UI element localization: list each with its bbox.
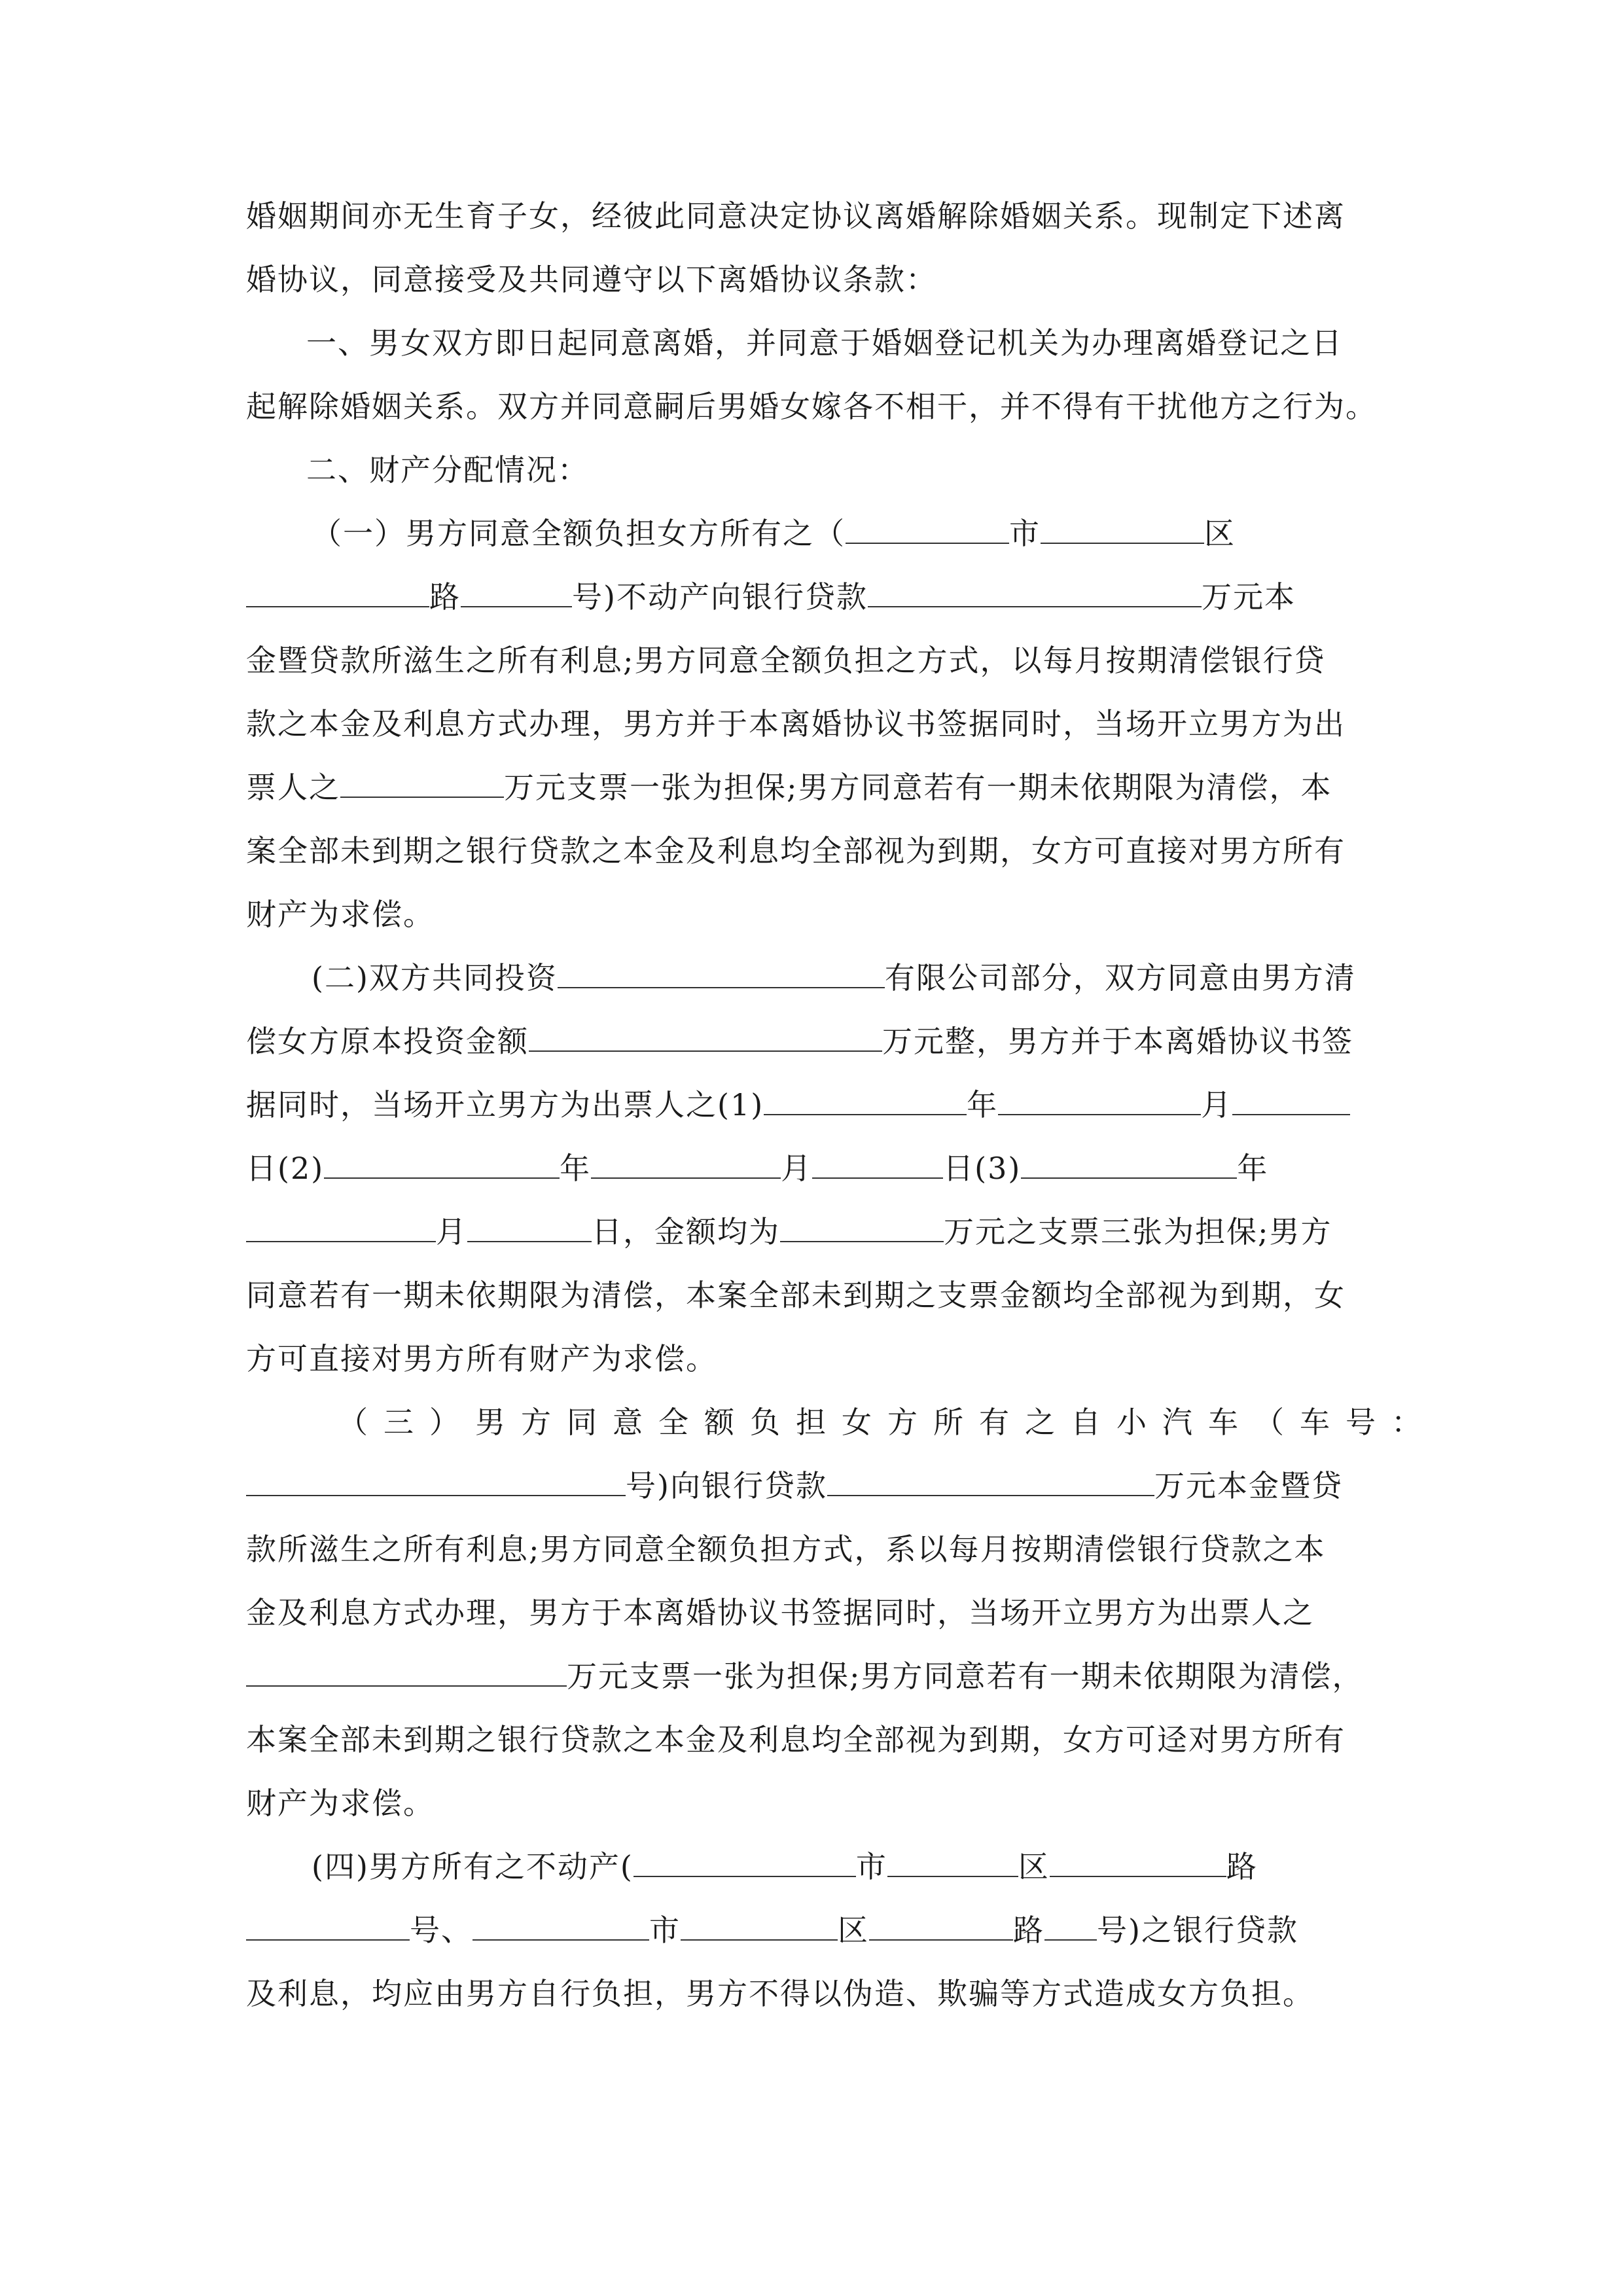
text-segment: 有限公司部分，双方同意由男方清 xyxy=(884,960,1356,996)
text-segment: 月 xyxy=(1201,1087,1233,1122)
text-segment: 票人之 xyxy=(246,770,340,805)
text-line: 婚协议，同意接受及共同遵守以下离婚协议条款： xyxy=(246,262,937,297)
text-line: 金暨贷款所滋生之所有利息;男方同意全额负担之方式，以每月按期清偿银行贷 xyxy=(246,643,1326,678)
blank-field[interactable] xyxy=(681,1910,838,1941)
blank-field[interactable] xyxy=(246,577,429,607)
form-line xyxy=(246,1657,1378,1696)
text-segment: 万元整，男方并于本离婚协议书签 xyxy=(882,1024,1353,1059)
blank-field[interactable] xyxy=(246,1212,436,1242)
blank-field[interactable] xyxy=(780,1212,944,1242)
text-segment: 日(2) xyxy=(246,1151,325,1186)
form-line xyxy=(246,1910,1378,1950)
text-segment: 月 xyxy=(436,1214,467,1249)
blank-field[interactable] xyxy=(764,1085,967,1115)
blank-field[interactable] xyxy=(846,514,1009,544)
text-segment: 万元本金暨贷 xyxy=(1154,1468,1343,1503)
text-line: 财产为求偿。 xyxy=(246,897,435,932)
text-line: 本案全部未到期之银行贷款之本金及利息均全部视为到期，女方可迳对男方所有 xyxy=(246,1722,1346,1757)
text-segment: 据同时，当场开立男方为出票人之(1) xyxy=(246,1087,764,1122)
blank-field[interactable] xyxy=(246,1657,567,1687)
text-segment: 偿女方原本投资金额 xyxy=(246,1024,529,1059)
text-segment: 号)之银行贷款 xyxy=(1097,1912,1298,1948)
blank-field[interactable] xyxy=(246,1466,626,1496)
text-segment: 区 xyxy=(1204,516,1236,551)
blank-field[interactable] xyxy=(998,1085,1201,1115)
form-line xyxy=(312,514,1378,553)
text-segment: 万元之支票三张为担保;男方 xyxy=(944,1214,1332,1249)
blank-field[interactable] xyxy=(633,1847,856,1877)
form-line xyxy=(246,1022,1378,1061)
text-segment: 万元支票一张为担保;男方同意若有一期未依期限为清偿， xyxy=(567,1659,1364,1694)
text-line: 同意若有一期未依期限为清偿，本案全部未到期之支票金额均全部视为到期，女 xyxy=(246,1278,1346,1313)
text-segment: 区 xyxy=(838,1912,869,1948)
form-line xyxy=(246,1085,1378,1124)
text-line: （三）男方同意全额负担女方所有之自小汽车（车号： xyxy=(338,1405,1437,1440)
blank-field[interactable] xyxy=(473,1910,649,1941)
form-line xyxy=(312,958,1378,997)
text-line: 财产为求偿。 xyxy=(246,1785,435,1821)
text-segment: 号)不动产向银行贷款 xyxy=(572,579,868,615)
blank-field[interactable] xyxy=(246,1910,410,1941)
blank-field[interactable] xyxy=(868,577,1202,607)
text-line: 案全部未到期之银行贷款之本金及利息均全部视为到期，女方可直接对男方所有 xyxy=(246,833,1346,869)
text-segment: 年 xyxy=(1237,1151,1269,1186)
blank-field[interactable] xyxy=(461,577,572,607)
text-segment: 区 xyxy=(1018,1849,1050,1884)
text-line: 起解除婚姻关系。双方并同意嗣后男婚女嫁各不相干，并不得有干扰他方之行为。 xyxy=(246,389,1377,424)
blank-field[interactable] xyxy=(869,1910,1013,1941)
text-segment: 号)向银行贷款 xyxy=(626,1468,827,1503)
text-line: 款之本金及利息方式办理，男方并于本离婚协议书签据同时，当场开立男方为出 xyxy=(246,706,1346,742)
blank-field[interactable] xyxy=(1041,514,1204,544)
text-segment: 路 xyxy=(1226,1849,1258,1884)
text-line: 婚姻期间亦无生育子女，经彼此同意决定协议离婚解除婚姻关系。现制定下述离 xyxy=(246,198,1346,234)
form-line xyxy=(246,1149,1378,1188)
blank-field[interactable] xyxy=(827,1466,1154,1496)
blank-field[interactable] xyxy=(812,1149,943,1179)
text-line: 款所滋生之所有利息;男方同意全额负担方式，系以每月按期清偿银行贷款之本 xyxy=(246,1532,1326,1567)
text-line: 方可直接对男方所有财产为求偿。 xyxy=(246,1341,717,1376)
blank-field[interactable] xyxy=(340,768,504,798)
text-segment: 万元本 xyxy=(1201,579,1296,615)
form-line xyxy=(246,1212,1378,1251)
text-segment: 市 xyxy=(855,1849,887,1884)
text-segment: (四)男方所有之不动产( xyxy=(312,1849,633,1884)
blank-field[interactable] xyxy=(529,1022,882,1052)
form-line xyxy=(246,577,1378,617)
form-line xyxy=(312,1847,1378,1886)
blank-field[interactable] xyxy=(1044,1910,1097,1941)
text-segment: (二)双方共同投资 xyxy=(312,960,558,996)
text-segment: 日，金额均为 xyxy=(592,1214,780,1249)
text-segment: 年 xyxy=(560,1151,592,1186)
text-segment: 日(3) xyxy=(943,1151,1022,1186)
blank-field[interactable] xyxy=(558,958,885,988)
text-line: 及利息，均应由男方自行负担，男方不得以伪造、欺骗等方式造成女方负担。 xyxy=(246,1976,1314,2011)
text-segment: 路 xyxy=(1013,1912,1044,1948)
form-line xyxy=(246,768,1378,807)
text-segment: 市 xyxy=(1009,516,1041,551)
text-segment: （一）男方同意全额负担女方所有之（ xyxy=(312,516,846,551)
blank-field[interactable] xyxy=(467,1212,592,1242)
blank-field[interactable] xyxy=(591,1149,781,1179)
text-segment: 月 xyxy=(781,1151,813,1186)
text-segment: 万元支票一张为担保;男方同意若有一期未依期限为清偿，本 xyxy=(504,770,1332,805)
text-line: 二、财产分配情况： xyxy=(306,452,589,488)
form-line xyxy=(246,1466,1378,1505)
text-line: 金及利息方式办理，男方于本离婚协议书签据同时，当场开立男方为出票人之 xyxy=(246,1595,1314,1630)
blank-field[interactable] xyxy=(1232,1085,1350,1115)
text-segment: 年 xyxy=(967,1087,999,1122)
text-segment: 市 xyxy=(649,1912,681,1948)
text-segment: 路 xyxy=(429,579,461,615)
blank-field[interactable] xyxy=(324,1149,560,1179)
text-segment: 号、 xyxy=(410,1912,473,1948)
blank-field[interactable] xyxy=(1021,1149,1237,1179)
blank-field[interactable] xyxy=(1050,1847,1226,1877)
blank-field[interactable] xyxy=(887,1847,1018,1877)
text-line: 一、男女双方即日起同意离婚，并同意于婚姻登记机关为办理离婚登记之日 xyxy=(306,325,1343,361)
